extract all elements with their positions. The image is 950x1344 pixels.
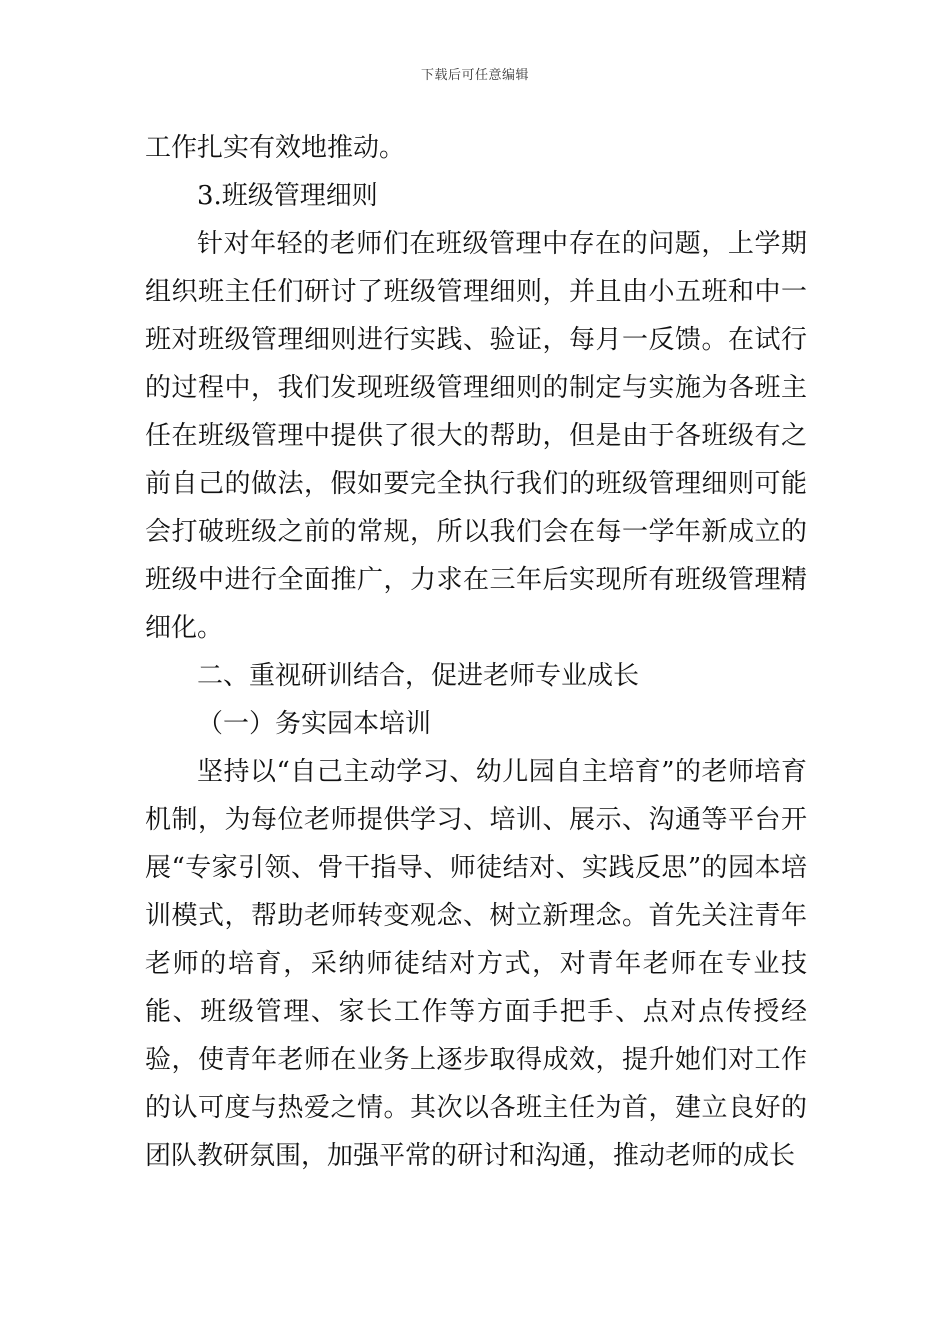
- page-header: 下载后可任意编辑: [420, 68, 529, 83]
- document-body: [145, 124, 807, 1180]
- paragraph-training: 坚持以“自己主动学习、幼儿园自主培育”的老师培育机制，为每位老师提供学习、培训、展示、沟通等平台开展“专家引领、骨干指导、师徒结对、实践反思”的园本培训模式，帮助老师转变观念、树立新理念。首先关注青年老师的培育，采纳师徒结对方式，对青年老师在专业技能、班级管理、家长工作等方面手把手、点对点传授经验，使青年老师在业务上逐步取得成效，提升她们对工作的认可度与热爱之情。其次以各班主任为首，建立良好的团队教研氛围，加强平常的研讨和沟通，推动老师的成长: [145, 757, 807, 1171]
- paragraph-class-rules: 针对年轻的老师们在班级管理中存在的问题，上学期组织班主任们研讨了班级管理细则，并且由小五班和中一班对班级管理细则进行实践、验证，每月一反馈。在试行的过程中，我们发现班级管理细则的制定与实施为各班主任在班级管理中提供了很大的帮助，但是由于各班级有之前自己的做法，假如要完全执行我们的班级管理细则可能会打破班级之前的常规，所以我们会在每一学年新成立的班级中进行全面推广，力求在三年后实现所有班级管理精细化。: [145, 229, 807, 643]
- section-heading-class-rules: 3.班级管理细则: [197, 181, 378, 211]
- paragraph-continuation: 工作扎实有效地推动。: [145, 133, 406, 163]
- section-heading-teacher-growth: 二、重视研训结合，促进老师专业成长: [197, 661, 640, 691]
- subsection-heading-training: （一）务实园本培训: [197, 709, 432, 739]
